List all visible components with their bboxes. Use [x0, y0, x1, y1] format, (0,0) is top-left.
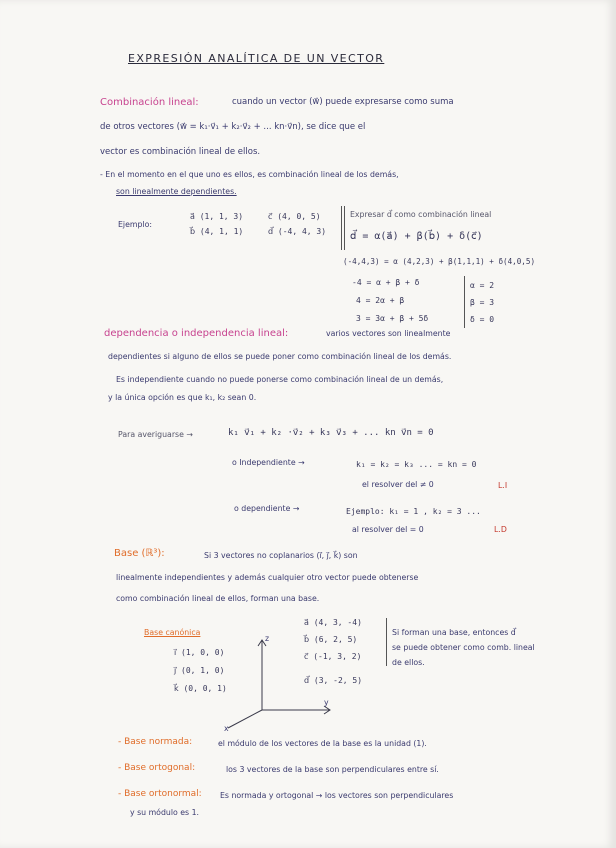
ortogonal-title: - Base ortogonal:	[118, 763, 196, 773]
vector-b: b⃗ (4, 1, 1)	[190, 227, 244, 236]
normada-text: el módulo de los vectores de la base es la unidad (1).	[218, 739, 427, 748]
combinacion-heading: Combinación lineal:	[100, 97, 199, 108]
vector-d: d⃗ (-4, 4, 3)	[268, 227, 327, 236]
axis-y-label: y	[324, 698, 329, 707]
dependencia-line4: y la única opción es que k₁, k₂ sean 0.	[108, 393, 257, 402]
system-eq-2: 4 = 2α + β	[356, 296, 405, 305]
ortonormal-title: - Base ortonormal:	[118, 789, 202, 799]
general-formula: k₁ v⃗₁ + k₂ ·v⃗₂ + k₃ v⃗₃ + ... kn v⃗n = 0	[228, 428, 434, 438]
dependiente-note: al resolver del = 0	[352, 525, 424, 534]
page-title: EXPRESIÓN ANALÍTICA DE UN VECTOR	[128, 52, 385, 65]
ortonormal-text-2: y su módulo es 1.	[130, 808, 200, 817]
ejemplo-note: Expresar d⃗ como combinación lineal	[350, 210, 492, 219]
combinacion-line2: de otros vectores (w⃗ = k₁·v⃗₁ + k₂·v⃗₂ + ... kn·v⃗n), se dice que el	[100, 122, 366, 132]
base-vectors-brace	[386, 618, 387, 666]
ejemplo-equation-2: (-4,4,3) = α (4,2,3) + β(1,1,1) + δ(4,0,5)	[343, 257, 536, 266]
dependiente-equation: Ejemplo: k₁ = 1 , k₂ = 3 ...	[346, 507, 481, 516]
canonical-i: i⃗ (1, 0, 0)	[174, 648, 225, 657]
base-vector-d: d⃗ (3, -2, 5)	[304, 676, 363, 685]
base-note-1: Si forman una base, entonces d⃗	[392, 628, 516, 637]
dependencia-line3: Es independiente cuando no puede ponerse como combinación lineal de un demás,	[116, 375, 444, 384]
combinacion-bullet: - En el momento en el que uno es ellos, es combinación lineal de los demás,	[100, 170, 399, 179]
base-vector-c: c⃗ (-1, 3, 2)	[304, 652, 362, 661]
independiente-equation: k₁ = k₂ = k₃ ... = kn = 0	[356, 460, 477, 469]
base-vector-b: b⃗ (6, 2, 5)	[304, 635, 358, 644]
averiguar-label: Para averiguarse →	[118, 430, 193, 439]
canonical-k: k⃗ (0, 0, 1)	[174, 684, 227, 693]
base-line1: Si 3 vectores no coplanarios (i⃗, j⃗, k⃗) son	[204, 551, 358, 560]
ejemplo-label: Ejemplo:	[118, 220, 152, 229]
dependencia-line2: dependientes si alguno de ellos se puede poner como combinación lineal de los demás.	[108, 352, 452, 361]
vector-a: a⃗ (1, 1, 3)	[190, 212, 244, 221]
ejemplo-equation: d⃗ = α(a⃗) + β(b⃗) + δ(c⃗)	[350, 231, 483, 242]
li-tag: L.I	[498, 481, 508, 490]
combinacion-bullet2: son linealmente dependientes.	[116, 187, 237, 196]
system-eq-3: 3 = 3α + β + 5δ	[356, 314, 429, 323]
base-note-2: se puede obtener como comb. lineal	[392, 643, 535, 652]
result-alpha: α = 2	[470, 281, 495, 290]
ortonormal-text: Es normada y ortogonal → los vectores son perpendiculares	[220, 791, 454, 800]
base-line3: como combinación lineal de ellos, forman una base.	[116, 594, 320, 603]
independiente-note: el resolver del ≠ 0	[362, 480, 434, 489]
combinacion-line3: vector es combinación lineal de ellos.	[100, 147, 261, 157]
dependencia-heading: dependencia o independencia lineal:	[104, 328, 289, 339]
axis-x-label: x	[224, 724, 229, 733]
base-line2: linealmente independientes y además cualquier otro vector puede obtenerse	[116, 573, 419, 582]
axis-z-label: z	[265, 634, 270, 643]
result-beta: β = 3	[470, 298, 495, 307]
base-vector-a: a⃗ (4, 3, -4)	[304, 618, 362, 627]
normada-title: - Base normada:	[118, 737, 193, 747]
vector-c: c⃗ (4, 0, 5)	[268, 212, 321, 221]
combinacion-line1: cuando un vector (w⃗) puede expresarse como suma	[232, 97, 454, 107]
independiente-label: o Independiente →	[232, 458, 305, 467]
base-heading: Base (ℝ³):	[114, 548, 165, 559]
base-canonica-heading: Base canónica	[144, 628, 201, 637]
result-delta: δ = 0	[470, 315, 495, 324]
system-eq-1: -4 = α + β + δ	[352, 278, 420, 287]
dependencia-line1: varios vectores son linealmente	[326, 329, 451, 338]
base-note-3: de ellos.	[392, 658, 425, 667]
canonical-j: j⃗ (0, 1, 0)	[174, 666, 225, 675]
ld-tag: L.D	[494, 525, 507, 534]
ortogonal-text: los 3 vectores de la base son perpendiculares entre sí.	[226, 765, 439, 774]
dependiente-label: o dependiente →	[234, 504, 300, 513]
